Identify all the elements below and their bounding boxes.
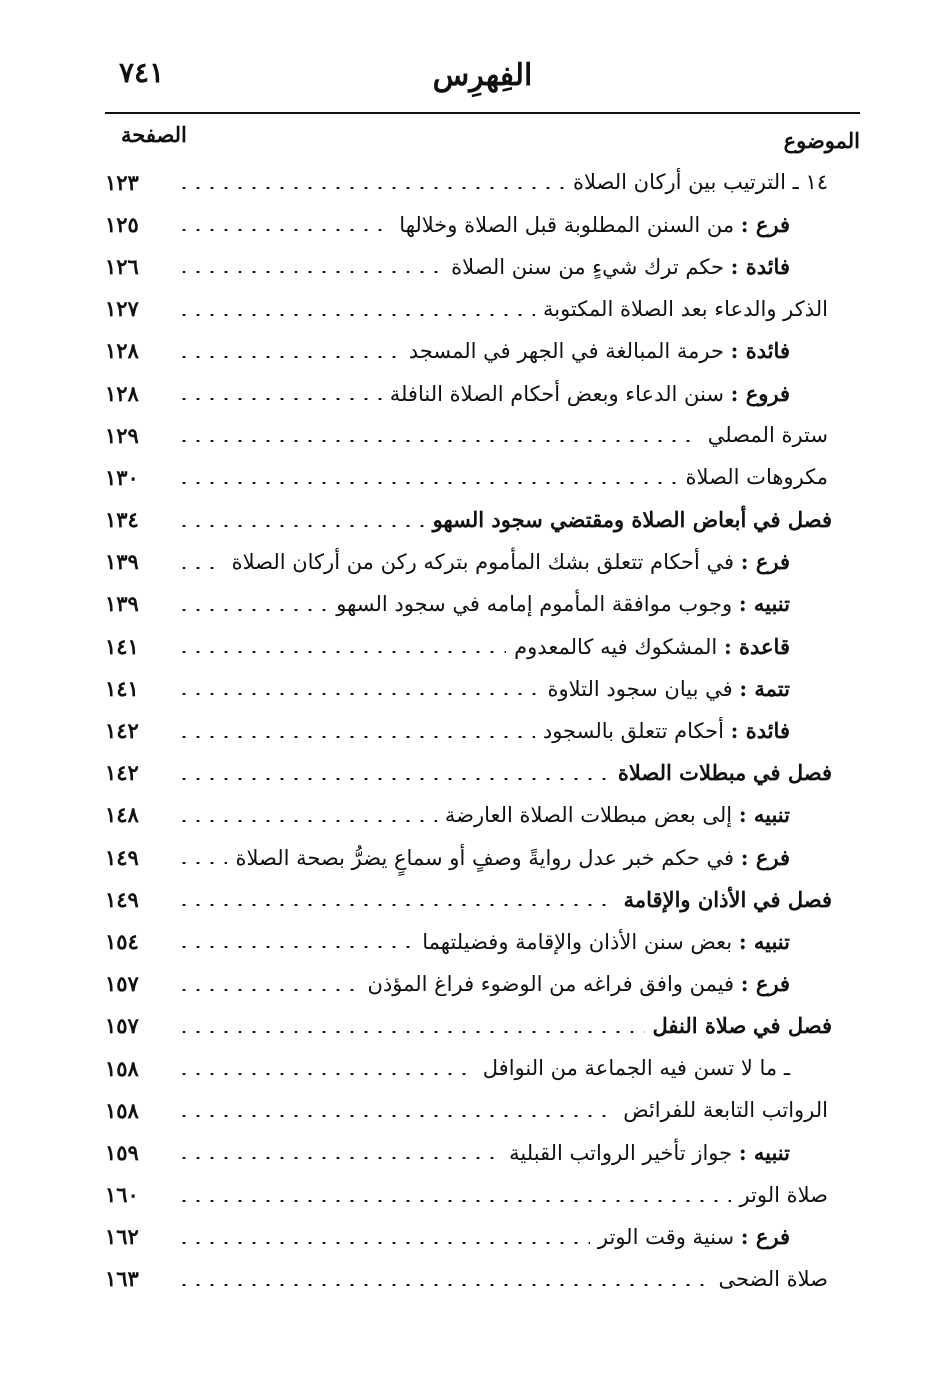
dot-leader: [177, 778, 610, 780]
entry-title: ١٤ ـ الترتيب بين أركان الصلاة: [573, 170, 828, 195]
column-headings: [105, 118, 860, 158]
dot-leader: [177, 314, 535, 316]
entry-title: حرمة المبالغة في الجهر في المسجد: [408, 339, 724, 364]
entry-label: فصل في: [752, 1013, 832, 1039]
page-column-heading: الصفحة: [121, 122, 187, 147]
entry-text: [445, 802, 790, 827]
index-entry: [105, 963, 860, 1005]
entry-title: المشكوك فيه كالمعدوم: [514, 634, 718, 659]
entry-title: صلاة الضحى: [718, 1266, 828, 1291]
entry-text: [483, 1056, 790, 1080]
index-entry: [105, 794, 860, 836]
entry-label: فائدة :: [730, 253, 790, 279]
index-entry: [105, 456, 860, 498]
dot-leader: [177, 482, 678, 484]
dot-leader: [177, 1200, 731, 1202]
index-entry: [105, 372, 860, 414]
entry-title: حكم ترك شيءٍ من سنن الصلاة: [451, 254, 724, 279]
entry-text: [653, 1013, 832, 1038]
index-entry: [105, 667, 860, 709]
dot-leader: [177, 187, 565, 189]
dot-leader: [177, 989, 359, 991]
entry-title: ـ ما لا تسن فيه الجماعة من النوافل: [482, 1056, 790, 1081]
entry-label: فرع :: [740, 971, 790, 997]
entry-text: [708, 423, 828, 447]
entry-label: قاعدة :: [723, 633, 790, 659]
index-entry: [105, 288, 860, 330]
entry-text: [543, 297, 828, 321]
entry-text: [409, 338, 790, 363]
entry-title: الأذان والإقامة: [623, 886, 747, 912]
dot-leader: [177, 651, 506, 653]
entry-page-number: ١٤٢: [105, 718, 139, 744]
entry-label: تنبيه :: [738, 802, 790, 828]
entry-label: فائدة :: [730, 718, 790, 744]
index-entry: [105, 836, 860, 878]
entry-label: فصل في: [752, 886, 832, 912]
entry-page-number: ١٤١: [105, 675, 139, 701]
entry-title: الذكر والدعاء بعد الصلاة المكتوبة: [543, 296, 828, 321]
entry-page-number: ١٥٨: [105, 1055, 139, 1081]
entry-text: [399, 212, 790, 237]
dot-leader: [177, 1284, 710, 1286]
entry-page-number: ١٦٠: [105, 1182, 139, 1208]
entry-page-number: ١٢٣: [105, 169, 139, 195]
index-entry: [105, 1089, 860, 1131]
entry-title: إلى بعض مبطلات الصلاة العارضة: [444, 803, 733, 828]
entry-title: سترة المصلي: [707, 423, 828, 448]
index-entry: [105, 920, 860, 962]
entry-label: فرع :: [740, 1224, 790, 1250]
entry-text: [235, 845, 790, 870]
entry-page-number: ١٤١: [105, 633, 139, 659]
index-entry: [105, 583, 860, 625]
entry-page-number: ١٣٩: [105, 591, 139, 617]
dot-leader: [177, 398, 382, 400]
dot-leader: [177, 862, 227, 864]
entry-text: [451, 254, 790, 279]
entry-page-number: ١٣٤: [105, 507, 139, 533]
entry-page-number: ١٥٧: [105, 1013, 139, 1039]
entry-label: فرع :: [740, 549, 790, 575]
entry-title: في بيان سجود التلاوة: [547, 676, 733, 701]
entry-label: تنبيه :: [738, 591, 790, 617]
entry-text: [390, 381, 790, 406]
index-entry: [105, 1047, 860, 1089]
entry-title: جواز تأخير الرواتب القبلية: [509, 1140, 733, 1165]
entry-title: مبطلات الصلاة: [617, 760, 747, 786]
entry-text: [618, 760, 832, 785]
dot-leader: [177, 1031, 645, 1033]
entry-label: فروع :: [730, 380, 790, 406]
entry-label: تتمة :: [739, 675, 790, 701]
entry-page-number: ١٢٨: [105, 380, 139, 406]
entry-page-number: ١٢٨: [105, 338, 139, 364]
entry-label: فائدة :: [730, 338, 790, 364]
index-entry: [105, 330, 860, 372]
index-entry: [105, 245, 860, 287]
dot-leader: [177, 525, 425, 527]
entry-text: [739, 1183, 828, 1207]
dot-leader: [177, 356, 401, 358]
entry-text: [433, 507, 832, 532]
index-entry: [105, 161, 860, 203]
page-title: الفِهرِس: [432, 58, 533, 93]
entry-text: [422, 929, 790, 954]
dot-leader: [177, 693, 539, 695]
index-entry: [105, 1131, 860, 1173]
entry-page-number: ١٢٥: [105, 211, 139, 237]
entry-page-number: ١٢٩: [105, 422, 139, 448]
index-entry: [105, 1174, 860, 1216]
index-entry: [105, 499, 860, 541]
entry-page-number: ١٤٩: [105, 886, 139, 912]
entry-page-number: ١٢٧: [105, 296, 139, 322]
entry-title: صلاة الوتر: [739, 1182, 828, 1207]
index-entry: [105, 1216, 860, 1258]
entry-title: بعض سنن الأذان والإقامة وفضيلتهما: [422, 929, 733, 954]
dot-leader: [177, 229, 391, 231]
entry-label: فرع :: [740, 844, 790, 870]
dot-leader: [177, 440, 700, 442]
index-entry: [105, 1005, 860, 1047]
entry-text: [718, 1267, 828, 1291]
dot-leader: [177, 1115, 615, 1117]
entry-page-number: ١٥٨: [105, 1097, 139, 1123]
entry-page-number: ١٥٩: [105, 1139, 139, 1165]
entry-title: من السنن المطلوبة قبل الصلاة وخلالها: [399, 212, 735, 237]
dot-leader: [177, 904, 616, 906]
entry-text: [232, 549, 790, 574]
entry-title: مكروهات الصلاة: [685, 465, 828, 490]
index-entry: [105, 878, 860, 920]
entry-page-number: ١٢٦: [105, 253, 139, 279]
entry-text: [624, 887, 832, 912]
entry-text: [547, 676, 790, 701]
entry-text: [623, 1098, 828, 1122]
running-header: [105, 40, 860, 114]
dot-leader: [177, 736, 535, 738]
entry-page-number: ١٤٢: [105, 760, 139, 786]
entry-page-number: ١٦٣: [105, 1266, 139, 1292]
entry-label: فرع :: [740, 211, 790, 237]
entry-title: سنن الدعاء وبعض أحكام الصلاة النافلة: [389, 381, 724, 406]
index-entry: [105, 203, 860, 245]
dot-leader: [177, 820, 437, 822]
entry-title: فيمن وافق فراغه من الوضوء فراغ المؤذن: [367, 972, 735, 997]
entry-title: صلاة النفل: [652, 1013, 747, 1039]
entry-page-number: ١٤٩: [105, 844, 139, 870]
entry-text: [509, 1140, 790, 1165]
page-number: ٧٤١: [119, 56, 165, 89]
index-entry: [105, 541, 860, 583]
entry-title: في حكم خبر عدل روايةً وصفٍ أو سماعٍ يضرُّ بصحة الصلاة: [235, 845, 735, 870]
dot-leader: [177, 609, 328, 611]
index-entry: [105, 625, 860, 667]
entry-page-number: ١٥٧: [105, 971, 139, 997]
entry-title: أبعاض الصلاة ومقتضي سجود السهو: [432, 507, 747, 533]
entry-title: أحكام تتعلق بالسجود: [542, 719, 724, 744]
entry-page-number: ١٣٩: [105, 549, 139, 575]
dot-leader: [177, 567, 224, 569]
dot-leader: [177, 946, 414, 948]
dot-leader: [177, 1073, 475, 1075]
entry-label: تنبيه :: [738, 1139, 790, 1165]
index-entry: [105, 709, 860, 751]
entry-page-number: ١٥٤: [105, 928, 139, 954]
entry-text: [573, 170, 828, 194]
entry-text: [367, 971, 790, 996]
dot-leader: [177, 1242, 590, 1244]
topic-column-heading: الموضوع: [783, 128, 860, 153]
entry-title: في أحكام تتعلق بشك المأموم بتركه ركن من أركان الصلاة: [231, 550, 735, 575]
entry-label: فصل في: [752, 760, 832, 786]
entry-text: [686, 465, 828, 489]
entry-title: وجوب موافقة المأموم إمامه في سجود السهو: [336, 592, 733, 617]
dot-leader: [177, 1157, 501, 1159]
dot-leader: [177, 271, 443, 273]
entry-title: الرواتب التابعة للفرائض: [623, 1098, 828, 1123]
entry-page-number: ١٦٢: [105, 1224, 139, 1250]
entry-title: سنية وقت الوتر: [597, 1225, 735, 1250]
entry-label: تنبيه :: [738, 928, 790, 954]
entry-text: [598, 1224, 790, 1249]
entry-page-number: ١٤٨: [105, 802, 139, 828]
index-entries: [105, 161, 860, 1300]
entry-label: فصل في: [752, 507, 832, 533]
entry-text: [514, 634, 790, 659]
index-entry: [105, 752, 860, 794]
index-entry: [105, 414, 860, 456]
entry-text: [336, 591, 790, 616]
entry-page-number: ١٣٠: [105, 464, 139, 490]
index-entry: [105, 1258, 860, 1300]
entry-text: [543, 718, 790, 743]
